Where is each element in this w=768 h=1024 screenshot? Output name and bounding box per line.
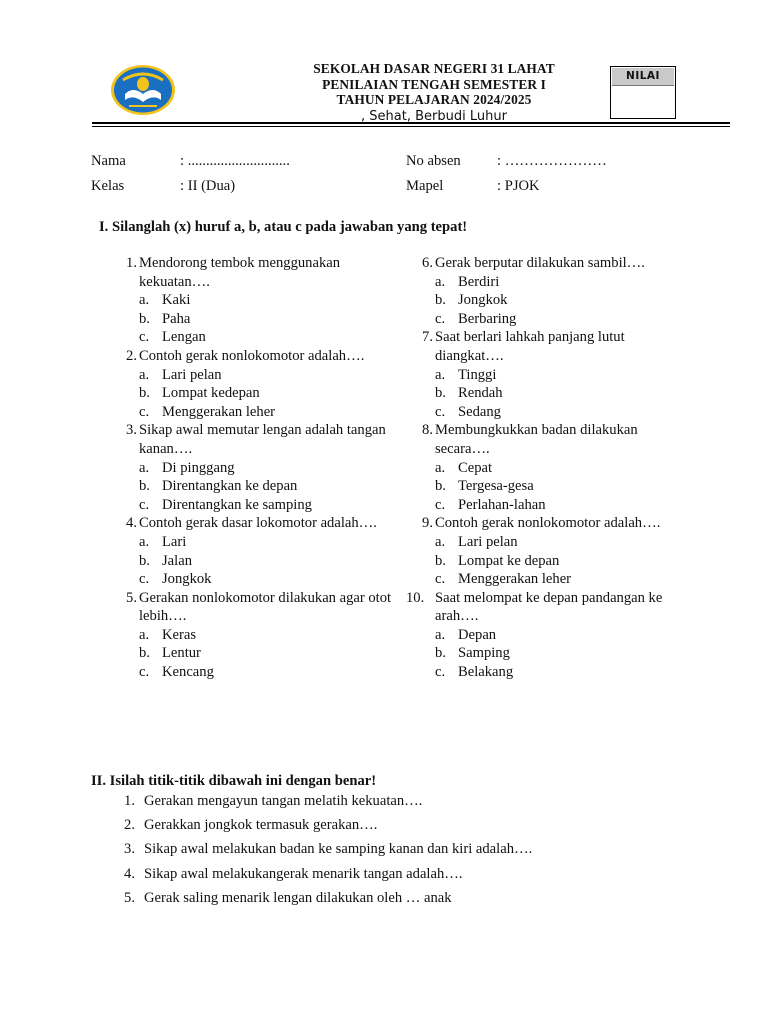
question-item bbox=[115, 589, 405, 682]
option-text: Berbaring bbox=[458, 310, 517, 327]
essay-item bbox=[115, 789, 735, 813]
answer-option[interactable] bbox=[435, 273, 683, 292]
option-text: Lentur bbox=[162, 645, 201, 662]
option-text: Cepat bbox=[458, 459, 493, 476]
name-label: Nama bbox=[91, 153, 126, 169]
exam-header bbox=[222, 61, 646, 124]
option-letter: c. bbox=[435, 571, 446, 588]
question-text: Gerak berputar dilakukan sambil…. bbox=[435, 255, 645, 271]
essay-number: 4. bbox=[124, 865, 135, 882]
question-number: 9. bbox=[422, 515, 433, 532]
question-item bbox=[115, 421, 405, 514]
score-box bbox=[610, 66, 676, 119]
question-item bbox=[115, 514, 405, 588]
question-text: Contoh gerak nonlokomotor adalah…. bbox=[435, 515, 661, 532]
option-text: Jalan bbox=[162, 552, 192, 569]
essay-text: Gerakkan jongkok termasuk gerakan…. bbox=[144, 817, 378, 834]
question-text: Saat berlari lahkah panjang lutut diangkat…. bbox=[435, 329, 625, 364]
option-text: Lompat ke depan bbox=[458, 552, 560, 569]
question-item bbox=[411, 514, 683, 588]
answer-option[interactable] bbox=[139, 403, 405, 422]
option-letter: b. bbox=[139, 645, 150, 662]
class-label: Kelas bbox=[91, 178, 125, 194]
section-2-heading bbox=[91, 773, 376, 790]
questions-left-column bbox=[115, 254, 405, 682]
absen-label: No absen bbox=[406, 153, 461, 169]
essay-text: Gerakan mengayun tangan melatih kekuatan…. bbox=[144, 793, 423, 809]
question-number: 5. bbox=[126, 589, 137, 606]
option-text: Lari pelan bbox=[162, 366, 222, 383]
name-field[interactable]: : ............................ bbox=[180, 153, 290, 169]
section-1-heading bbox=[99, 219, 467, 236]
question-item bbox=[411, 254, 683, 328]
option-text: Direntangkan ke samping bbox=[162, 496, 312, 513]
option-letter: c. bbox=[139, 496, 150, 513]
option-text: Rendah bbox=[458, 385, 503, 402]
option-text: Kencang bbox=[162, 664, 214, 681]
questions-right-column bbox=[406, 254, 683, 682]
header-divider-thick bbox=[92, 122, 730, 124]
option-text: Di pinggang bbox=[162, 459, 235, 476]
option-letter: c. bbox=[435, 496, 446, 513]
option-text: Menggerakan leher bbox=[458, 571, 572, 588]
question-item bbox=[115, 347, 405, 421]
header-divider-thin bbox=[92, 126, 730, 127]
option-text: Berdiri bbox=[458, 273, 500, 290]
option-text: Lompat kedepan bbox=[162, 385, 260, 402]
option-text: Tinggi bbox=[458, 366, 497, 383]
section-2-title: Isilah titik-titik dibawah ini dengan benar! bbox=[109, 773, 377, 789]
option-letter: a. bbox=[139, 459, 150, 476]
option-letter: c. bbox=[435, 664, 446, 681]
subject-label: Mapel bbox=[406, 178, 444, 194]
answer-option[interactable] bbox=[435, 644, 683, 663]
option-text: Samping bbox=[458, 645, 510, 662]
essay-text: Gerak saling menarik lengan dilakukan oleh … anak bbox=[144, 889, 452, 906]
essay-number: 3. bbox=[124, 841, 135, 858]
answer-option[interactable] bbox=[435, 570, 683, 589]
option-letter: a. bbox=[435, 533, 446, 550]
subject-value: : PJOK bbox=[497, 178, 540, 194]
academic-year: TAHUN PELAJARAN 2024/2025 bbox=[336, 92, 532, 107]
question-number: 8. bbox=[422, 422, 433, 439]
option-text: Menggerakan leher bbox=[162, 403, 276, 420]
answer-option[interactable] bbox=[435, 291, 683, 310]
option-text: Tergesa-gesa bbox=[458, 478, 534, 495]
option-letter: b. bbox=[435, 645, 446, 662]
school-motto: , Sehat, Berbudi Luhur bbox=[361, 108, 507, 124]
answer-option[interactable] bbox=[139, 477, 405, 496]
option-text: Belakang bbox=[458, 664, 514, 681]
option-letter: b. bbox=[139, 552, 150, 569]
option-text: Keras bbox=[162, 626, 197, 643]
answer-option[interactable] bbox=[139, 663, 405, 682]
answer-option[interactable] bbox=[435, 533, 683, 552]
essay-item bbox=[115, 862, 735, 886]
answer-option[interactable] bbox=[435, 403, 683, 422]
answer-option[interactable] bbox=[435, 477, 683, 496]
answer-option[interactable] bbox=[139, 533, 405, 552]
essay-item bbox=[115, 837, 735, 861]
answer-option[interactable] bbox=[139, 459, 405, 478]
option-text: Direntangkan ke depan bbox=[162, 478, 298, 495]
option-text: Lengan bbox=[162, 329, 206, 346]
essay-text: Sikap awal melakukangerak menarik tangan adalah…. bbox=[144, 865, 463, 882]
essay-item bbox=[115, 813, 735, 837]
answer-option[interactable] bbox=[139, 496, 405, 515]
answer-option[interactable] bbox=[139, 626, 405, 645]
option-letter: a. bbox=[435, 366, 446, 383]
question-text: Mendorong tembok menggunakan kekuatan…. bbox=[139, 255, 341, 290]
answer-option[interactable] bbox=[435, 496, 683, 515]
option-letter: c. bbox=[139, 329, 150, 346]
option-text: Paha bbox=[162, 310, 191, 327]
question-number: 4. bbox=[126, 515, 137, 532]
answer-option[interactable] bbox=[139, 366, 405, 385]
section-1-number: I. bbox=[99, 219, 109, 235]
option-text: Lari bbox=[162, 533, 187, 550]
answer-option[interactable] bbox=[139, 310, 405, 329]
question-text: Membungkukkan badan dilakukan secara…. bbox=[435, 422, 638, 457]
option-letter: a. bbox=[139, 366, 150, 383]
section-1-title: Silanglah (x) huruf a, b, atau c pada jawaban yang tepat! bbox=[111, 219, 468, 235]
answer-option[interactable] bbox=[435, 366, 683, 385]
option-letter: a. bbox=[435, 459, 446, 476]
option-letter: c. bbox=[435, 403, 446, 420]
answer-option[interactable] bbox=[435, 384, 683, 403]
answer-option[interactable] bbox=[139, 570, 405, 589]
question-item bbox=[411, 421, 683, 514]
essay-number: 5. bbox=[124, 889, 135, 906]
option-letter: c. bbox=[139, 403, 150, 420]
exam-name: PENILAIAN TENGAH SEMESTER I bbox=[322, 76, 546, 92]
question-item bbox=[406, 589, 683, 682]
option-letter: c. bbox=[139, 664, 150, 681]
class-value: : II (Dua) bbox=[180, 178, 236, 194]
option-letter: b. bbox=[435, 385, 446, 402]
essay-item bbox=[115, 886, 735, 910]
answer-option[interactable] bbox=[139, 644, 405, 663]
answer-option[interactable] bbox=[435, 459, 683, 478]
option-letter: a. bbox=[139, 626, 150, 643]
question-item bbox=[115, 254, 405, 347]
option-text: Kaki bbox=[162, 292, 191, 309]
question-number: 3. bbox=[126, 422, 137, 439]
option-letter: b. bbox=[139, 385, 150, 402]
answer-option[interactable] bbox=[435, 663, 683, 682]
score-label: NILAI bbox=[612, 68, 674, 86]
option-letter: c. bbox=[139, 571, 150, 588]
essay-number: 1. bbox=[124, 793, 135, 809]
essay-number: 2. bbox=[124, 817, 135, 834]
answer-option[interactable] bbox=[435, 552, 683, 571]
question-number: 1. bbox=[126, 255, 137, 271]
essay-list bbox=[115, 789, 735, 910]
answer-option[interactable] bbox=[435, 626, 683, 645]
question-text: Contoh gerak nonlokomotor adalah…. bbox=[139, 347, 365, 364]
option-letter: c. bbox=[435, 310, 446, 327]
question-number: 7. bbox=[422, 329, 433, 346]
absen-field[interactable]: : ………………… bbox=[497, 153, 607, 169]
answer-option[interactable] bbox=[139, 552, 405, 571]
option-letter: a. bbox=[435, 626, 446, 643]
question-number: 2. bbox=[126, 347, 137, 364]
answer-option[interactable] bbox=[139, 328, 405, 347]
answer-option[interactable] bbox=[139, 384, 405, 403]
option-text: Depan bbox=[458, 626, 497, 643]
option-text: Jongkok bbox=[162, 571, 212, 588]
option-letter: b. bbox=[435, 292, 446, 309]
question-number: 6. bbox=[422, 255, 433, 271]
question-text: Gerakan nonlokomotor dilakukan agar otot lebih…. bbox=[139, 589, 392, 625]
option-letter: b. bbox=[435, 552, 446, 569]
tut-wuri-handayani-logo bbox=[109, 64, 177, 116]
question-item bbox=[411, 328, 683, 421]
option-text: Perlahan-lahan bbox=[458, 496, 546, 513]
option-text: Jongkok bbox=[458, 292, 508, 309]
answer-option[interactable] bbox=[139, 291, 405, 310]
question-text: Contoh gerak dasar lokomotor adalah…. bbox=[139, 515, 377, 532]
question-text: Sikap awal memutar lengan adalah tangan kanan…. bbox=[139, 422, 386, 457]
option-letter: a. bbox=[139, 533, 150, 550]
school-name: SEKOLAH DASAR NEGERI 31 LAHAT bbox=[313, 61, 555, 76]
section-2-number: II. bbox=[91, 773, 107, 789]
option-text: Sedang bbox=[458, 403, 501, 420]
answer-option[interactable] bbox=[435, 310, 683, 329]
option-letter: a. bbox=[139, 292, 150, 309]
question-number: 10. bbox=[406, 589, 425, 606]
essay-text: Sikap awal melakukan badan ke samping kanan dan kiri adalah…. bbox=[144, 841, 533, 858]
question-text: Saat melompat ke depan pandangan ke arah…. bbox=[435, 589, 663, 625]
option-letter: b. bbox=[435, 478, 446, 495]
option-letter: a. bbox=[435, 273, 446, 290]
option-letter: b. bbox=[139, 478, 150, 495]
option-letter: b. bbox=[139, 310, 150, 327]
option-text: Lari pelan bbox=[458, 533, 518, 550]
